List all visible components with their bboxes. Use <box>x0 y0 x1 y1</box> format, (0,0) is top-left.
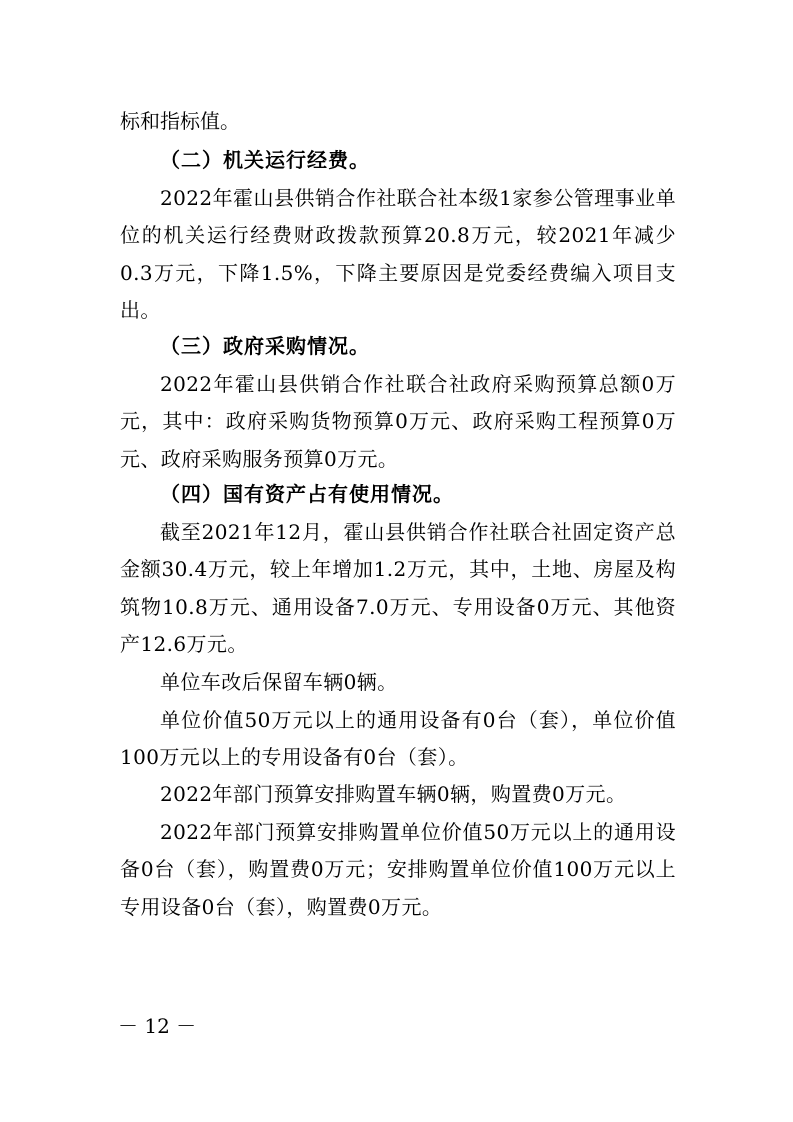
section-4-paragraph-assets: 截至2021年12月，霍山县供销合作社联合社固定资产总金额30.4万元，较上年增加1.2万元，其中，土地、房屋及构筑物10.8万元、通用设备7.0万元、专用设备0万元、其他资产12.6万元。 <box>120 520 676 657</box>
section-4-paragraph-vehicle-purchase: 2022年部门预算安排购置车辆0辆，购置费0万元。 <box>160 782 627 806</box>
section-4-heading: （四）国有资产占有使用情况。 <box>160 482 454 506</box>
section-4-paragraph-vehicles: 单位车改后保留车辆0辆。 <box>160 670 398 694</box>
section-2-paragraph: 2022年霍山县供销合作社联合社本级1家参公管理事业单位的机关运行经费财政拨款预算20.8万元，较2021年减少0.3万元，下降1.5%，下降主要原因是党委经费编入项目支出。 <box>120 186 676 323</box>
section-3-paragraph: 2022年霍山县供销合作社联合社政府采购预算总额0万元，其中：政府采购货物预算0万元、政府采购工程预算0万元、政府采购服务预算0万元。 <box>120 372 676 471</box>
section-4-paragraph-equipment: 单位价值50万元以上的通用设备有0台（套），单位价值100万元以上的专用设备有0台（套）。 <box>120 708 676 770</box>
section-3-heading: （三）政府采购情况。 <box>160 334 370 358</box>
continuation-text: 标和指标值。 <box>120 109 240 133</box>
section-4-paragraph-equipment-purchase: 2022年部门预算安排购置单位价值50万元以上的通用设备0台（套），购置费0万元；安排购置单位价值100万元以上专用设备0台（套），购置费0万元。 <box>120 820 676 919</box>
page-number: － 12 － <box>118 1014 197 1038</box>
section-2-heading: （二）机关运行经费。 <box>160 148 370 172</box>
